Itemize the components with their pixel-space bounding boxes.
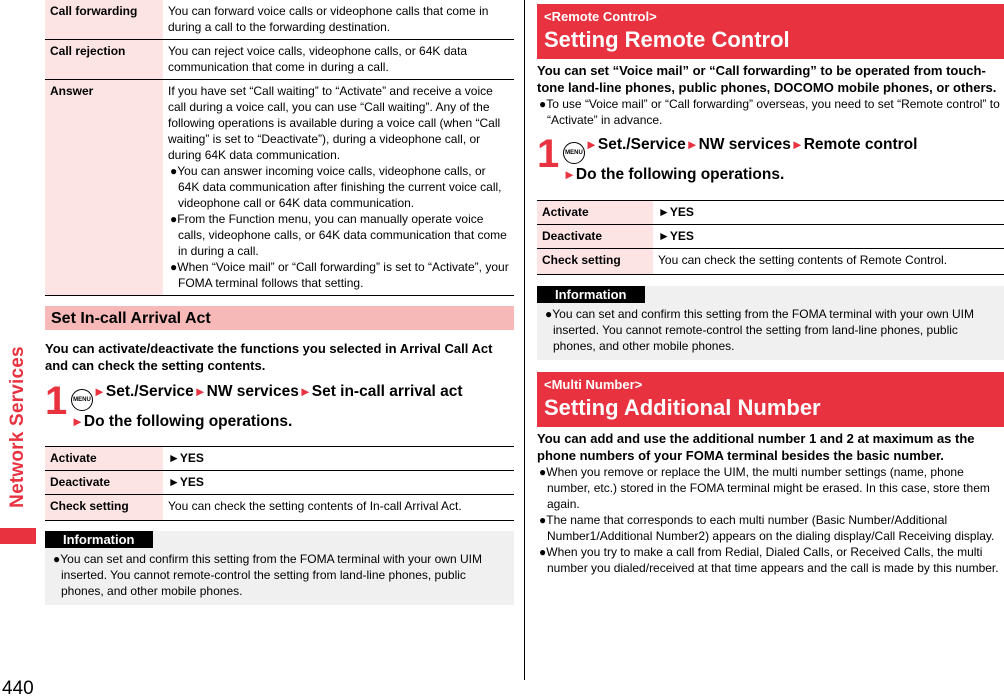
chapter-tab — [0, 312, 36, 542]
option-key: Check setting — [537, 249, 653, 275]
option-key: Deactivate — [45, 471, 163, 495]
multi-number-header — [537, 372, 1004, 427]
answer-bullet: ●You can answer incoming voice calls, videophone calls, or 64K data communication after finishing the current voice call, videophone call or 64K data communication. — [170, 164, 502, 210]
table-row — [45, 80, 514, 296]
header-title: Setting Remote Control — [544, 27, 790, 52]
step-number: 1 — [537, 132, 560, 176]
step-number: 1 — [45, 379, 68, 423]
header-subtitle: <Remote Control> — [544, 9, 657, 24]
step-instructions: MENU►Set./Service►NW services►Set in-call arrival act ►Do the following operations. — [71, 383, 463, 430]
option-value: ►YES — [163, 447, 514, 471]
step-path-item: Do the following operations. — [83, 413, 293, 430]
step-1 — [45, 379, 514, 433]
step-path-item: Set./Service — [105, 383, 194, 400]
table-row — [537, 201, 1004, 225]
incall-function-table — [45, 0, 514, 296]
options-table — [45, 446, 514, 521]
option-key: Check setting — [45, 495, 163, 521]
remote-options-table — [537, 200, 1004, 275]
step-path-item: Set./Service — [597, 136, 686, 153]
information-text: ●You can set and confirm this setting from the FOMA terminal with your own UIM inserted. You cannot remote-control the setting from land-line phones, public phones, and other mobile phones. — [53, 552, 482, 598]
table-row — [45, 471, 514, 495]
row-key: Call forwarding — [45, 0, 163, 40]
menu-key-icon: MENU — [563, 142, 585, 164]
section-intro: You can activate/deactivate the functions you selected in Arrival Call Act and can check the setting contents. — [45, 341, 493, 373]
option-key: Deactivate — [537, 225, 653, 249]
option-value: You can check the setting contents of In-call Arrival Act. — [163, 495, 514, 521]
multi-intro: You can add and use the additional number 1 and 2 at maximum as the phone numbers of your FOMA terminal besides the basic number. — [537, 431, 975, 463]
chapter-label: Network Services — [7, 346, 28, 508]
table-row — [45, 40, 514, 80]
menu-key-icon: MENU — [71, 389, 93, 411]
remote-note: ●To use “Voice mail” or “Call forwarding” overseas, you need to set “Remote control” to “Activate” in advance. — [539, 97, 1000, 127]
option-value: ►YES — [653, 201, 1004, 225]
information-box — [45, 531, 514, 605]
sidebar — [0, 0, 36, 697]
multi-note: ●When you try to make a call from Redial, Dialed Calls, or Received Calls, the multi number you dialed/received at that time appears and the call is made by this number. — [539, 545, 999, 575]
remote-intro: You can set “Voice mail” or “Call forwarding” to be operated from touch-tone land-line phones, public phones, DOCOMO mobile phones, or others. — [537, 63, 997, 95]
row-value: You can reject voice calls, videophone calls, or 64K data communication that come in during a call. — [163, 40, 514, 80]
option-value: ►YES — [163, 471, 514, 495]
information-label: Information — [537, 286, 645, 303]
left-column — [45, 0, 514, 605]
section-title: Set In-call Arrival Act — [45, 306, 514, 330]
row-value — [163, 80, 514, 296]
column-divider — [524, 0, 525, 680]
option-value: ►YES — [653, 225, 1004, 249]
option-key: Activate — [537, 201, 653, 225]
header-title: Setting Additional Number — [544, 395, 821, 420]
row-key: Call rejection — [45, 40, 163, 80]
table-row — [45, 0, 514, 40]
right-column — [537, 0, 1004, 576]
table-row — [45, 495, 514, 521]
step-instructions: MENU►Set./Service►NW services►Remote control ►Do the following operations. — [563, 136, 918, 183]
step-path-item: Remote control — [803, 136, 918, 153]
row-key: Answer — [45, 80, 163, 296]
information-label: Information — [45, 531, 153, 548]
information-box — [537, 286, 1004, 360]
header-subtitle: <Multi Number> — [544, 377, 643, 392]
option-value: You can check the setting contents of Remote Control. — [653, 249, 1004, 275]
answer-bullet: ●From the Function menu, you can manually operate voice calls, videophone calls, or 64K data communication that come in during a call. — [170, 212, 507, 258]
page-number: 440 — [2, 678, 34, 697]
information-text: ●You can set and confirm this setting from the FOMA terminal with your own UIM inserted. You cannot remote-control the setting from land-line phones, public phones, and other mobile phones. — [545, 307, 974, 353]
chapter-marker — [0, 528, 36, 544]
option-key: Activate — [45, 447, 163, 471]
step-path-item: NW services — [206, 383, 299, 400]
step-path-item: Do the following operations. — [575, 166, 785, 183]
multi-note: ●The name that corresponds to each multi number (Basic Number/Additional Number1/Additional Number2) appears on the dialing display/Call Receiving display. — [539, 513, 995, 543]
step-path-item: Set in-call arrival act — [311, 383, 463, 400]
step-path-item: NW services — [698, 136, 791, 153]
answer-bullet: ●When “Voice mail” or “Call forwarding” is set to “Activate”, your FOMA terminal follows that setting. — [170, 260, 509, 290]
remote-control-header — [537, 4, 1004, 59]
row-value: You can forward voice calls or videophone calls that come in during a call to the forwarding destination. — [163, 0, 514, 40]
answer-text: If you have set “Call waiting” to “Activate” and receive a voice call during a voice call, you can use “Call waiting”. Any of the following operations is available during a voice call (when “Call waiting” is set to “Deactivate”), during a videophone call, or during 64K data communication. — [168, 84, 501, 162]
table-row — [537, 225, 1004, 249]
table-row — [537, 249, 1004, 275]
step-1 — [537, 132, 1004, 186]
table-row — [45, 447, 514, 471]
multi-note: ●When you remove or replace the UIM, the multi number settings (name, phone number, etc.) stored in the FOMA terminal might be erased. In this case, store them again. — [539, 465, 990, 511]
